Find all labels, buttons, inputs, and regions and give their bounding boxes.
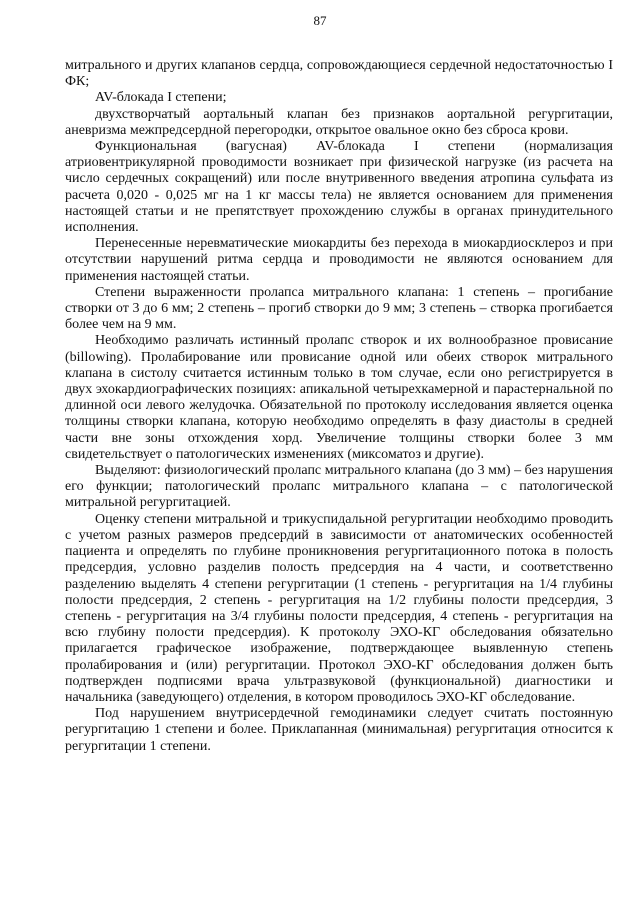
paragraph: митрального и других клапанов сердца, сопровождающиеся сердечной недостаточностью I ФК; [65,58,613,90]
paragraph: Степени выраженности пролапса митрального клапана: 1 степень – прогибание створки от 3 до 6 мм; 2 степень – прогиб створки до 9 мм; 3 степень – створка прогибается более чем на 9 мм. [65,284,613,333]
paragraph: Оценку степени митральной и трикуспидальной регургитации необходимо проводить с учетом разных размеров предсердий в зависимости от анатомических особенностей пациента и определять по глубине проникновения регургитационного потока в полость предсердия, условно разделив полость предсердия на 4 части, и соответственно разделению выделять 4 степени регургитации (1 степень - регургитация на 1/4 глубины полости предсердия, 2 степень - регургитация на 1/2 глубины полости предсердия, 3 степень - регургитация на 3/4 глубины полости предсердия, 4 степень - регургитация на всю глубину полости предсердия). К протоколу ЭХО-КГ обследования обязательно прилагается графическое изображение, подтверждающее выявленную степень пролабирования и (или) регургитации. Протокол ЭХО-КГ обследования должен быть подтвержден подписями врача ультразвуковой (функциональной) диагностики и начальника (заведующего) отделения, в котором проводилось ЭХО-КГ обследование. [65,511,613,705]
page-number: 87 [313,13,327,28]
paragraph: AV-блокада I степени; [95,90,227,106]
paragraph: Перенесенные неревматические миокардиты без перехода в миокардиосклероз и при отсутствии нарушений ритма сердца и проводимости не являются основанием для применения настоящей статьи. [65,236,613,284]
paragraph: Под нарушением внутрисердечной гемодинамики следует считать постоянную регургитацию 1 степени и более. Приклапанная (минимальная) регургитация относится к регургитации 1 степени. [65,706,613,754]
document-body [65,58,613,755]
paragraph: Необходимо различать истинный пролапс створок и их волнообразное провисание (billowing). Пролабирование или провисание одной или обеих створок митрального клапана в систолу считается истинным только в том случае, если оно регистрируется в двух эхокардиографических позициях: апикальной четырехкамерной и парастернальной по длинной оси левого желудочка. Обязательной по протоколу исследования является оценка толщины створки клапана, которую необходимо определять в фазу диастолы в средней части вне зоны отхождения хорд. Увеличение толщины створки более 3 мм свидетельствует о патологических изменениях (миксоматоз и другие). [65,333,613,462]
paragraph: Функциональная (вагусная) AV-блокада I степени (нормализация атриовентрикулярной проводимости возникает при физической нагрузке (из расчета на число сердечных сокращений) или после внутривенного введения атропина сульфата из расчета 0,020 - 0,025 мг на 1 кг массы тела) не является основанием для применения настоящей статьи и не препятствует прохождению службы в органах принудительного исполнения. [65,139,613,236]
paragraph: Выделяют: физиологический пролапс митрального клапана (до 3 мм) – без нарушения его функции; патологический пролапс митрального клапана – с патологической митральной регургитацией. [65,463,613,511]
paragraph: двухстворчатый аортальный клапан без признаков аортальной регургитации, аневризма межпредсердной перегородки, открытое овальное окно без сброса крови. [65,106,613,138]
